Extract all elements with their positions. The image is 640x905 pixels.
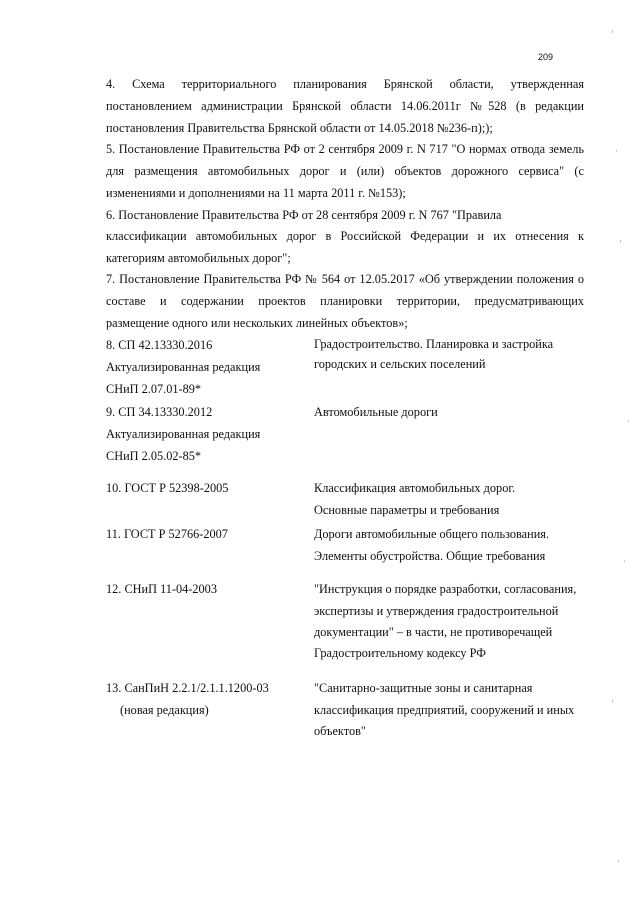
scan-artifact: [618, 860, 619, 862]
paragraph-4-line-2: постановлением администрации Брянской области 14.06.2011г №528 (в редакции: [106, 99, 584, 113]
paragraph-7-line-2: составе и содержании проектов планировки территории, предусматривающих: [106, 294, 584, 308]
paragraph-6-line-1: 6. Постановление Правительства РФ от 28 сентября 2009 г. N 767 "Правила: [106, 208, 502, 222]
paragraph-5-line-1: 5. Постановление Правительства РФ от 2 сентября 2009 г. N 717 "О нормах отвода земель: [106, 142, 584, 156]
item-13-title-line-2: классификация предприятий, сооружений и иных: [314, 703, 575, 717]
item-13-title-line-3: объектов": [314, 724, 366, 738]
item-12-title-line-1: "Инструкция о порядке разработки, согласования,: [314, 582, 577, 596]
scan-artifact: [628, 420, 629, 422]
scan-artifact: [612, 30, 613, 33]
item-12-title-line-3: документации" – в части, не противоречащей: [314, 625, 553, 639]
paragraph-6-line-2: классификации автомобильных дорог в Российской Федерации и их отнесения к: [106, 229, 584, 243]
item-10-title-line-2: Основные параметры и требования: [314, 503, 500, 517]
item-13-code: 13. СанПиН 2.2.1/2.1.1.1200-03: [106, 681, 269, 695]
item-8-title-line-1: Градостроительство. Планировка и застройка: [314, 337, 554, 351]
item-10-code: 10. ГОСТ Р 52398-2005: [106, 481, 229, 495]
scan-artifact: [612, 700, 613, 703]
item-8-code: 8. СП 42.13330.2016: [106, 338, 213, 352]
paragraph-7-line-1: 7. Постановление Правительства РФ № 564 от 12.05.2017 «Об утверждении положения о: [106, 272, 584, 286]
scan-artifact: [620, 240, 621, 243]
item-12-title-line-2: экспертизы и утверждения градостроительной: [314, 604, 559, 618]
item-8-snip: СНиП 2.07.01-89*: [106, 382, 202, 396]
item-9-edition: Актуализированная редакция: [106, 427, 261, 441]
paragraph-4-line-1: 4. Схема территориального планирования Брянской области, утвержденная: [106, 77, 584, 91]
item-8-edition: Актуализированная редакция: [106, 360, 261, 374]
paragraph-7-line-3: размещение одного или нескольких линейных объектов»;: [106, 316, 408, 330]
item-12-title-line-4: Градостроительному кодексу РФ: [314, 646, 486, 660]
item-10-title-line-1: Классификация автомобильных дорог.: [314, 481, 516, 495]
scan-artifact: [616, 150, 617, 152]
scan-artifact: [624, 560, 625, 562]
item-9-code: 9. СП 34.13330.2012: [106, 405, 213, 419]
item-13-title-line-1: "Санитарно-защитные зоны и санитарная: [314, 681, 533, 695]
paragraph-4-line-3: постановления Правительства Брянской области от 14.05.2018 №236-п););: [106, 121, 493, 135]
item-9-title-line-1: Автомобильные дороги: [314, 405, 438, 419]
item-9-snip: СНиП 2.05.02-85*: [106, 449, 202, 463]
item-12-code: 12. СНиП 11-04-2003: [106, 582, 217, 596]
paragraph-5-line-3: изменениями и дополнениями на 11 марта 2011 г. №153);: [106, 186, 406, 200]
item-11-title-line-2: Элементы обустройства. Общие требования: [314, 549, 546, 563]
page-number: 209: [538, 52, 554, 62]
item-8-title-line-2: городских и сельских поселений: [314, 357, 486, 371]
paragraph-6-line-3: категориям автомобильных дорог";: [106, 251, 291, 265]
item-13-edition: (новая редакция): [120, 703, 209, 717]
item-11-code: 11. ГОСТ Р 52766-2007: [106, 527, 228, 541]
item-11-title-line-1: Дороги автомобильные общего пользования.: [314, 527, 550, 541]
paragraph-5-line-2: для размещения автомобильных дорог и (или) объектов дорожного сервиса" (с: [106, 164, 584, 178]
